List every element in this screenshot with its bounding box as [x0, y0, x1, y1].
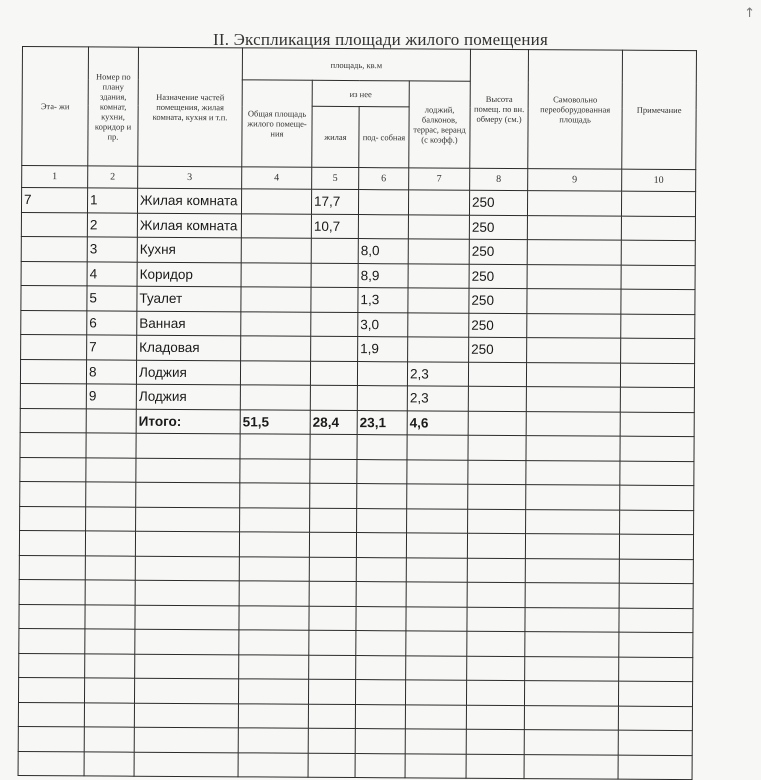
- empty-cell: [619, 632, 693, 657]
- unauthorized-area-cell: [527, 264, 621, 289]
- empty-cell: [136, 458, 240, 483]
- empty-cell: [19, 653, 85, 678]
- loggia-area-cell: [408, 190, 469, 215]
- note-cell: [621, 240, 695, 265]
- unauthorized-area-cell: [527, 215, 621, 240]
- room-number-cell: [86, 408, 136, 433]
- unauthorized-area-cell: [527, 338, 621, 363]
- empty-cell: [467, 656, 525, 681]
- empty-cell: [309, 557, 356, 582]
- total-area-cell: [241, 336, 311, 361]
- purpose-cell: Туалет: [137, 286, 241, 311]
- empty-cell: [406, 606, 467, 631]
- total-area-cell: [241, 238, 311, 263]
- empty-cell: [406, 631, 467, 656]
- explication-table: [18, 46, 697, 780]
- living-area-cell: 10,7: [311, 214, 358, 239]
- empty-cell: [525, 607, 619, 632]
- loggia-area-cell: [408, 239, 469, 264]
- empty-cell: [467, 631, 525, 656]
- empty-cell: [84, 727, 134, 752]
- floor-cell: [21, 261, 87, 286]
- empty-cell: [355, 753, 405, 778]
- empty-cell: [19, 555, 85, 580]
- empty-cell: [355, 680, 405, 705]
- empty-cell: [525, 632, 619, 657]
- empty-cell: [405, 704, 466, 729]
- header-note: Примечание: [622, 50, 697, 169]
- empty-cell: [20, 506, 86, 531]
- header-living: жилая: [312, 106, 359, 167]
- empty-cell: [467, 607, 525, 632]
- room-number-cell: 4: [87, 261, 137, 286]
- empty-cell: [407, 508, 468, 533]
- empty-cell: [84, 678, 134, 703]
- empty-cell: [309, 630, 356, 655]
- column-number: 4: [242, 167, 312, 189]
- loggia-area-sum: 4,6: [407, 410, 468, 435]
- empty-cell: [466, 729, 524, 754]
- empty-cell: [525, 558, 619, 583]
- empty-cell: [406, 582, 467, 607]
- living-area-cell: [310, 361, 357, 386]
- empty-cell: [18, 726, 84, 751]
- empty-cell: [86, 457, 136, 482]
- unauthorized-area-cell: [527, 240, 621, 265]
- auxiliary-area-cell: 8,9: [358, 263, 408, 288]
- empty-cell: [468, 484, 526, 509]
- empty-cell: [525, 583, 619, 608]
- empty-cell: [308, 728, 355, 753]
- height-cell: [468, 386, 526, 411]
- floor-cell: [21, 310, 87, 335]
- empty-cell: [19, 604, 85, 629]
- empty-cell: [357, 484, 407, 509]
- column-number: 7: [409, 168, 470, 190]
- empty-cell: [467, 582, 525, 607]
- empty-cell: [618, 706, 692, 731]
- total-area-cell: [241, 189, 311, 214]
- empty-cell: [524, 754, 618, 779]
- empty-cell: [356, 533, 406, 558]
- empty-cell: [86, 506, 136, 531]
- unauthorized-area-cell: [526, 411, 620, 436]
- empty-cell: [19, 579, 85, 604]
- loggia-area-cell: [408, 214, 469, 239]
- column-number: 8: [470, 168, 528, 190]
- auxiliary-area-sum: 23,1: [357, 410, 407, 435]
- height-cell: 250: [469, 288, 527, 313]
- empty-cell: [468, 435, 526, 460]
- empty-cell: [238, 679, 308, 704]
- empty-cell: [20, 432, 86, 457]
- total-label: Итого:: [136, 409, 240, 434]
- empty-cell: [405, 680, 466, 705]
- empty-cell: [405, 729, 466, 754]
- total-area-sum: 51,5: [240, 409, 310, 434]
- empty-cell: [85, 604, 135, 629]
- header-floor: Эта- жи: [22, 47, 89, 166]
- header-total-area: Общая площадь жилого помеще- ния: [242, 80, 313, 167]
- total-area-cell: [241, 287, 311, 312]
- empty-cell: [135, 629, 239, 654]
- empty-cell: [468, 509, 526, 534]
- empty-cell: [135, 605, 239, 630]
- empty-cell: [619, 608, 693, 633]
- empty-cell: [355, 704, 405, 729]
- auxiliary-area-cell: 1,3: [358, 288, 408, 313]
- empty-cell: [19, 530, 85, 555]
- purpose-cell: Кладовая: [137, 335, 241, 360]
- empty-cell: [524, 681, 618, 706]
- empty-cell: [18, 751, 84, 776]
- note-cell: [621, 338, 695, 363]
- empty-cell: [239, 605, 309, 630]
- room-number-cell: 2: [87, 212, 137, 237]
- purpose-cell: Ванная: [137, 311, 241, 336]
- empty-cell: [407, 435, 468, 460]
- note-cell: [621, 191, 695, 216]
- room-number-cell: 9: [86, 384, 136, 409]
- empty-cell: [308, 753, 355, 778]
- floor-cell: [21, 285, 87, 310]
- empty-cell: [239, 556, 309, 581]
- scan-corner-mark: ↑: [744, 6, 755, 21]
- empty-cell: [85, 629, 135, 654]
- loggia-area-cell: [408, 288, 469, 313]
- empty-cell: [240, 507, 310, 532]
- empty-cell: [310, 459, 357, 484]
- height-cell: [468, 362, 526, 387]
- empty-cell: [85, 555, 135, 580]
- column-number: 9: [528, 169, 622, 192]
- empty-cell: [239, 654, 309, 679]
- note-cell: [621, 216, 695, 241]
- empty-cell: [526, 460, 620, 485]
- empty-cell: [240, 458, 310, 483]
- column-number: 5: [312, 167, 359, 189]
- total-area-cell: [240, 360, 310, 385]
- empty-cell: [240, 434, 310, 459]
- height-cell: 250: [469, 313, 527, 338]
- empty-cell: [620, 510, 694, 535]
- empty-cell: [19, 628, 85, 653]
- empty-cell: [356, 606, 406, 631]
- empty-cell: [620, 461, 694, 486]
- document-title: II. Экспликация площади жилого помещения: [213, 30, 548, 49]
- auxiliary-area-cell: [357, 386, 407, 411]
- empty-cell: [618, 730, 692, 755]
- floor-cell: [20, 408, 86, 433]
- empty-cell: [466, 705, 524, 730]
- empty-cell: [357, 508, 407, 533]
- empty-cell: [309, 581, 356, 606]
- room-number-cell: 8: [86, 359, 136, 384]
- column-number: 10: [622, 169, 696, 191]
- auxiliary-area-cell: [358, 214, 408, 239]
- empty-cell: [618, 755, 692, 780]
- empty-cell: [407, 459, 468, 484]
- empty-cell: [135, 654, 239, 679]
- empty-cell: [309, 532, 356, 557]
- height-cell: [468, 411, 526, 436]
- empty-cell: [85, 653, 135, 678]
- auxiliary-area-cell: [358, 190, 408, 215]
- empty-cell: [356, 631, 406, 656]
- note-cell: [620, 363, 694, 388]
- living-area-sum: 28,4: [310, 410, 357, 435]
- empty-cell: [86, 482, 136, 507]
- empty-cell: [405, 753, 466, 778]
- empty-cell: [20, 481, 86, 506]
- empty-cell: [466, 680, 524, 705]
- empty-cell: [240, 483, 310, 508]
- room-number-cell: 1: [87, 188, 137, 213]
- empty-cell: [84, 751, 134, 776]
- empty-cell: [309, 606, 356, 631]
- empty-cell: [356, 557, 406, 582]
- height-cell: 250: [469, 337, 527, 362]
- note-cell: [621, 265, 695, 290]
- empty-cell: [135, 580, 239, 605]
- height-cell: 250: [469, 190, 527, 215]
- room-number-cell: 5: [87, 286, 137, 311]
- living-area-cell: [311, 263, 358, 288]
- empty-cell: [136, 482, 240, 507]
- unauthorized-area-cell: [526, 387, 620, 412]
- room-number-cell: 7: [87, 335, 137, 360]
- empty-cell: [134, 752, 238, 777]
- empty-cell: [308, 704, 355, 729]
- note-cell: [621, 289, 695, 314]
- empty-cell: [238, 728, 308, 753]
- empty-cell: [310, 483, 357, 508]
- empty-cell: [355, 729, 405, 754]
- header-room-number: Номер по плану здания, комнат, кухни, коридор и пр.: [88, 47, 139, 166]
- empty-cell: [136, 507, 240, 532]
- empty-cell: [526, 436, 620, 461]
- empty-cell: [407, 484, 468, 509]
- empty-cell: [467, 558, 525, 583]
- auxiliary-area-cell: 8,0: [358, 239, 408, 264]
- auxiliary-area-cell: 1,9: [358, 337, 408, 362]
- empty-cell: [619, 657, 693, 682]
- note-cell: [620, 387, 694, 412]
- loggia-area-cell: [408, 263, 469, 288]
- unauthorized-area-cell: [527, 191, 621, 216]
- height-cell: 250: [469, 215, 527, 240]
- empty-cell: [406, 533, 467, 558]
- floor-cell: [20, 359, 86, 384]
- empty-cell: [356, 655, 406, 680]
- empty-cell: [239, 630, 309, 655]
- empty-cell: [134, 727, 238, 752]
- floor-cell: 7: [21, 188, 87, 213]
- empty-cell: [310, 434, 357, 459]
- empty-cell: [466, 754, 524, 779]
- empty-row: [18, 751, 692, 780]
- note-cell: [621, 314, 695, 339]
- loggia-area-cell: 2,3: [407, 386, 468, 411]
- empty-cell: [526, 485, 620, 510]
- empty-cell: [238, 752, 308, 777]
- room-number-cell: 3: [87, 237, 137, 262]
- living-area-cell: [311, 287, 358, 312]
- empty-cell: [18, 702, 84, 727]
- living-area-cell: [311, 336, 358, 361]
- auxiliary-area-cell: [357, 361, 407, 386]
- total-area-cell: [241, 213, 311, 238]
- empty-cell: [356, 582, 406, 607]
- loggia-area-cell: 2,3: [407, 361, 468, 386]
- empty-cell: [620, 485, 694, 510]
- empty-cell: [357, 435, 407, 460]
- floor-cell: [21, 236, 87, 261]
- empty-cell: [239, 581, 309, 606]
- column-number: 6: [359, 168, 409, 190]
- empty-cell: [525, 656, 619, 681]
- empty-cell: [618, 681, 692, 706]
- empty-cell: [467, 533, 525, 558]
- empty-cell: [136, 433, 240, 458]
- column-number: 2: [88, 166, 138, 188]
- loggia-area-cell: [408, 337, 469, 362]
- note-cell: [620, 412, 694, 437]
- unauthorized-area-cell: [527, 313, 621, 338]
- empty-cell: [524, 705, 618, 730]
- empty-cell: [525, 534, 619, 559]
- floor-cell: [21, 212, 87, 237]
- header-purpose: Назначение частей помещения, жилая комната, кухня и т.п.: [138, 47, 243, 167]
- header-unauthorized: Самовольно переоборудованная площадь: [528, 50, 623, 170]
- empty-cell: [620, 436, 694, 461]
- purpose-cell: Лоджия: [136, 384, 240, 409]
- purpose-cell: Коридор: [137, 262, 241, 287]
- total-area-cell: [241, 311, 311, 336]
- height-cell: 250: [469, 239, 527, 264]
- empty-cell: [84, 702, 134, 727]
- floor-cell: [20, 383, 86, 408]
- floor-cell: [21, 334, 87, 359]
- column-number: 3: [138, 166, 242, 189]
- column-number: 1: [22, 166, 88, 188]
- unauthorized-area-cell: [526, 362, 620, 387]
- room-number-cell: 6: [87, 310, 137, 335]
- empty-cell: [134, 678, 238, 703]
- empty-cell: [308, 679, 355, 704]
- empty-cell: [526, 509, 620, 534]
- empty-cell: [619, 583, 693, 608]
- empty-cell: [310, 508, 357, 533]
- empty-cell: [135, 556, 239, 581]
- empty-cell: [468, 460, 526, 485]
- empty-cell: [406, 655, 467, 680]
- empty-cell: [135, 531, 239, 556]
- purpose-cell: Кухня: [137, 237, 241, 262]
- height-cell: 250: [469, 264, 527, 289]
- empty-cell: [239, 532, 309, 557]
- loggia-area-cell: [408, 312, 469, 337]
- empty-cell: [309, 655, 356, 680]
- empty-cell: [357, 459, 407, 484]
- living-area-cell: [311, 312, 358, 337]
- header-loggias: лоджий, балконов, террас, веранд (с коэфф.): [409, 81, 471, 168]
- auxiliary-area-cell: 3,0: [358, 312, 408, 337]
- empty-cell: [85, 531, 135, 556]
- total-area-cell: [240, 385, 310, 410]
- header-auxiliary: под- собная: [359, 107, 409, 168]
- purpose-cell: Лоджия: [136, 360, 240, 385]
- header-height: Высота помещ. по вн. обмеру (см.): [470, 49, 529, 168]
- total-area-cell: [241, 262, 311, 287]
- purpose-cell: Жилая комната: [137, 188, 241, 213]
- empty-cell: [619, 534, 693, 559]
- empty-cell: [85, 580, 135, 605]
- unauthorized-area-cell: [527, 289, 621, 314]
- empty-cell: [18, 677, 84, 702]
- empty-cell: [134, 703, 238, 728]
- purpose-cell: Жилая комната: [137, 213, 241, 238]
- header-area-group: площадь, кв.м: [242, 48, 470, 81]
- header-of-which: из нее: [312, 80, 409, 107]
- empty-cell: [20, 457, 86, 482]
- empty-cell: [86, 433, 136, 458]
- empty-cell: [406, 557, 467, 582]
- empty-cell: [619, 559, 693, 584]
- living-area-cell: 17,7: [311, 189, 358, 214]
- living-area-cell: [311, 238, 358, 263]
- living-area-cell: [310, 385, 357, 410]
- empty-cell: [524, 730, 618, 755]
- empty-cell: [238, 703, 308, 728]
